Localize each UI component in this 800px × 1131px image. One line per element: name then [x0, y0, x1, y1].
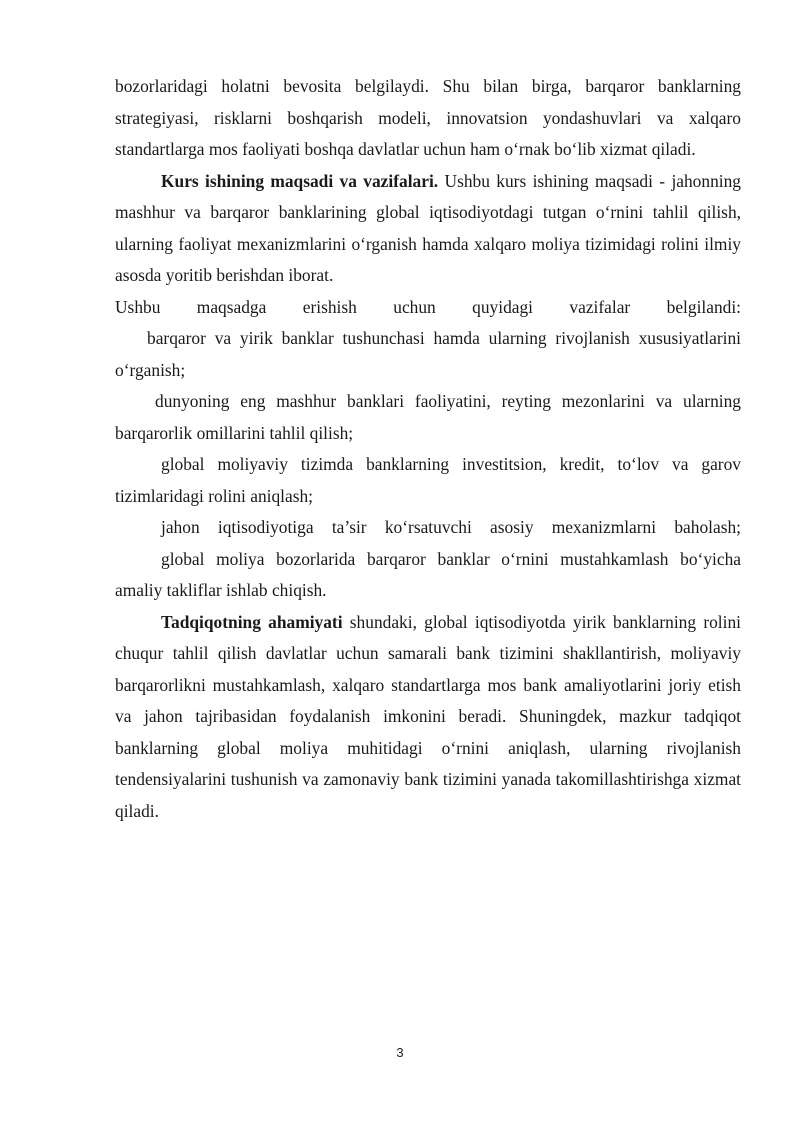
task-item-3: global moliyaviy tizimda banklarning investitsion, kredit, to‘lov va garov tizimlaridagi rolini aniqlash; — [115, 454, 741, 506]
heading-goals: Kurs ishining maqsadi va vazifalari. — [161, 170, 439, 191]
paragraph-goals — [115, 166, 741, 292]
significance-text: shundaki, global iqtisodiyotda yirik banklarning rolini chuqur tahlil qilish davlatlar uchun samarali bank tizimini shakllantirish, moliyaviy barqarorlikni mustahkamlash, xalqaro standartlarga mos bank amaliyotlarini joriy etish va jahon tajribasidan foydalanish imkonini beradi. Shuningdek, mazkur tadqiqot banklarning global moliya muhitidagi o‘rnini aniqlash, ularning rivojlanish tendensiyalarini tushunish va zamonaviy bank tizimini yanada takomillashtirishga xizmat qiladi. — [115, 611, 741, 821]
page-number: 3 — [396, 1045, 404, 1060]
paragraph-intro: bozorlaridagi holatni bevosita belgilaydi. Shu bilan birga, barqaror banklarning strategiyasi, risklarni boshqarish modeli, innovatsion yondashuvlari va xalqaro standartlarga mos faoliyati boshqa davlatlar uchun ham o‘rnak bo‘lib xizmat qiladi. — [115, 76, 741, 159]
task-item-2: dunyoning eng mashhur banklari faoliyatini, reyting mezonlarini va ularning barqarorlik omillarini tahlil qilish; — [115, 391, 741, 443]
task-item-1: barqaror va yirik banklar tushunchasi hamda ularning rivojlanish xususiyatlarini o‘rganish; — [115, 328, 741, 380]
task-item-5: global moliya bozorlarida barqaror banklar o‘rnini mustahkamlash bo‘yicha amaliy takliflar ishlab chiqish. — [115, 548, 741, 600]
paragraph-tasks-intro: Ushbu maqsadga erishish uchun quyidagi vazifalar belgilandi: — [115, 296, 741, 317]
task-item-4: jahon iqtisodiyotiga ta’sir ko‘rsatuvchi asosiy mexanizmlarni baholash; — [161, 517, 741, 537]
paragraph-significance — [115, 607, 741, 828]
body-text — [115, 71, 741, 827]
goals-text: Ushbu kurs ishining maqsadi - jahonning mashhur va barqaror banklarining global iqtisodiyotdagi tutgan o‘rnini tahlil qilish, ularning faoliyat mexanizmlarini o‘rganish hamda xalqaro moliya tizimidagi rolini ilmiy asosda yoritib berishdan iborat. — [115, 170, 741, 285]
heading-significance: Tadqiqotning ahamiyati — [161, 611, 343, 632]
